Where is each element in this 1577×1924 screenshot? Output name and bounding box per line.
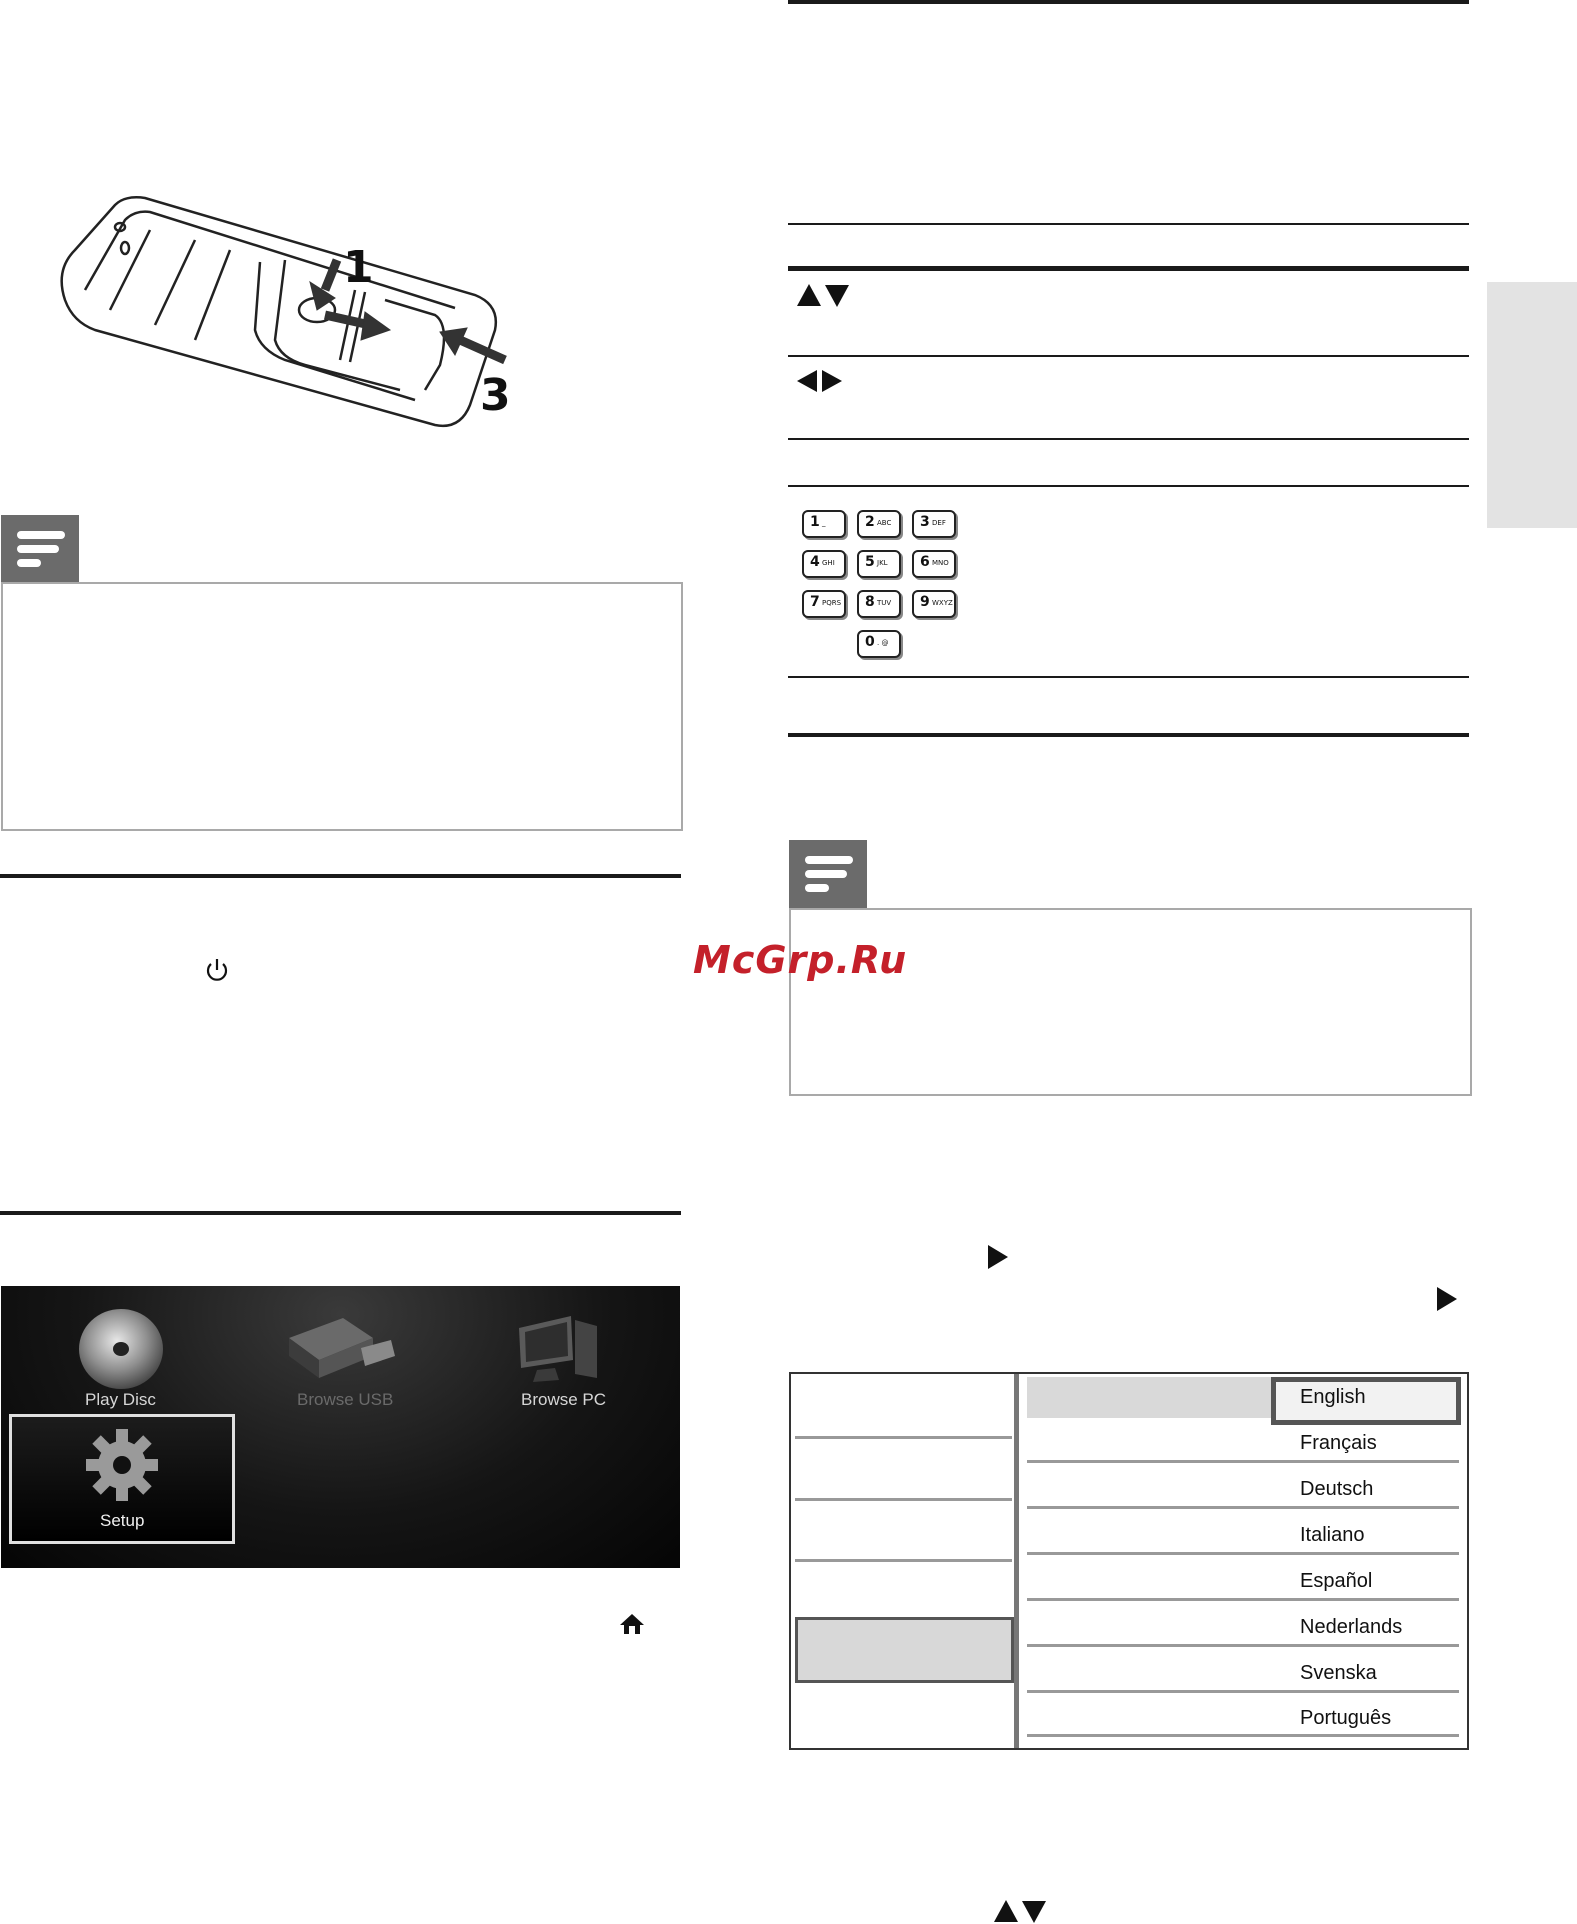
note-box bbox=[1, 582, 683, 831]
note-icon bbox=[1, 515, 79, 583]
language-option-portugues[interactable]: Português bbox=[1300, 1707, 1392, 1729]
table-rule bbox=[788, 485, 1469, 487]
key-2: 2 ABC bbox=[857, 510, 901, 538]
key-6: 6 MNO bbox=[912, 550, 956, 578]
language-option-nederlands[interactable]: Nederlands bbox=[1300, 1616, 1403, 1638]
language-option-svenska[interactable]: Svenska bbox=[1300, 1662, 1377, 1684]
language-option-deutsch[interactable]: Deutsch bbox=[1300, 1478, 1374, 1500]
table-rule bbox=[788, 0, 1469, 4]
menu-item-play-disc[interactable]: Play Disc bbox=[85, 1390, 156, 1409]
menu-item-setup-selected[interactable] bbox=[9, 1414, 235, 1544]
menu-item-browse-pc[interactable]: Browse PC bbox=[521, 1390, 607, 1409]
table-rule bbox=[788, 733, 1469, 737]
section-rule bbox=[0, 1211, 681, 1215]
step-label-3: 3 bbox=[480, 370, 511, 421]
table-rule bbox=[788, 266, 1469, 271]
key-7: 7 PQRS bbox=[802, 590, 846, 618]
language-menu-screenshot bbox=[789, 1372, 1469, 1750]
language-option-espanol[interactable]: Español bbox=[1300, 1570, 1373, 1592]
key-8: 8 TUV bbox=[857, 590, 901, 618]
selected-row-highlight bbox=[1027, 1377, 1271, 1418]
note-box bbox=[789, 908, 1472, 1096]
table-rule bbox=[788, 438, 1469, 440]
watermark: McGrp.Ru bbox=[693, 938, 908, 982]
menu-item-browse-usb[interactable]: Browse USB bbox=[297, 1390, 394, 1409]
language-option-francais[interactable]: Français bbox=[1300, 1432, 1377, 1454]
key-1: 1 _ bbox=[802, 510, 846, 538]
table-rule bbox=[788, 223, 1469, 225]
home-menu-screenshot bbox=[1, 1286, 680, 1568]
key-0: 0 . @ bbox=[857, 630, 901, 658]
key-9: 9 WXYZ bbox=[912, 590, 956, 618]
disc-icon bbox=[73, 1306, 169, 1392]
key-3: 3 DEF bbox=[912, 510, 956, 538]
note-icon bbox=[789, 840, 867, 908]
language-option-italiano[interactable]: Italiano bbox=[1300, 1524, 1365, 1546]
table-rule bbox=[788, 355, 1469, 357]
key-5: 5 JKL bbox=[857, 550, 901, 578]
step-label-1: 1 bbox=[343, 242, 374, 293]
play-right-icon bbox=[1437, 1287, 1457, 1311]
key-4: 4 GHI bbox=[802, 550, 846, 578]
play-right-icon bbox=[988, 1245, 1008, 1269]
table-rule bbox=[788, 676, 1469, 678]
gear-icon bbox=[82, 1425, 162, 1505]
usb-icon bbox=[283, 1308, 401, 1388]
section-rule bbox=[0, 874, 681, 878]
language-option-english[interactable]: English bbox=[1300, 1386, 1366, 1408]
home-icon bbox=[618, 1612, 646, 1636]
pc-icon bbox=[511, 1308, 603, 1388]
menu-category-selected[interactable] bbox=[795, 1617, 1014, 1683]
section-tab bbox=[1487, 282, 1577, 528]
menu-item-setup-label: Setup bbox=[100, 1511, 145, 1530]
remote-battery-illustration bbox=[55, 190, 515, 440]
power-icon bbox=[204, 956, 230, 984]
